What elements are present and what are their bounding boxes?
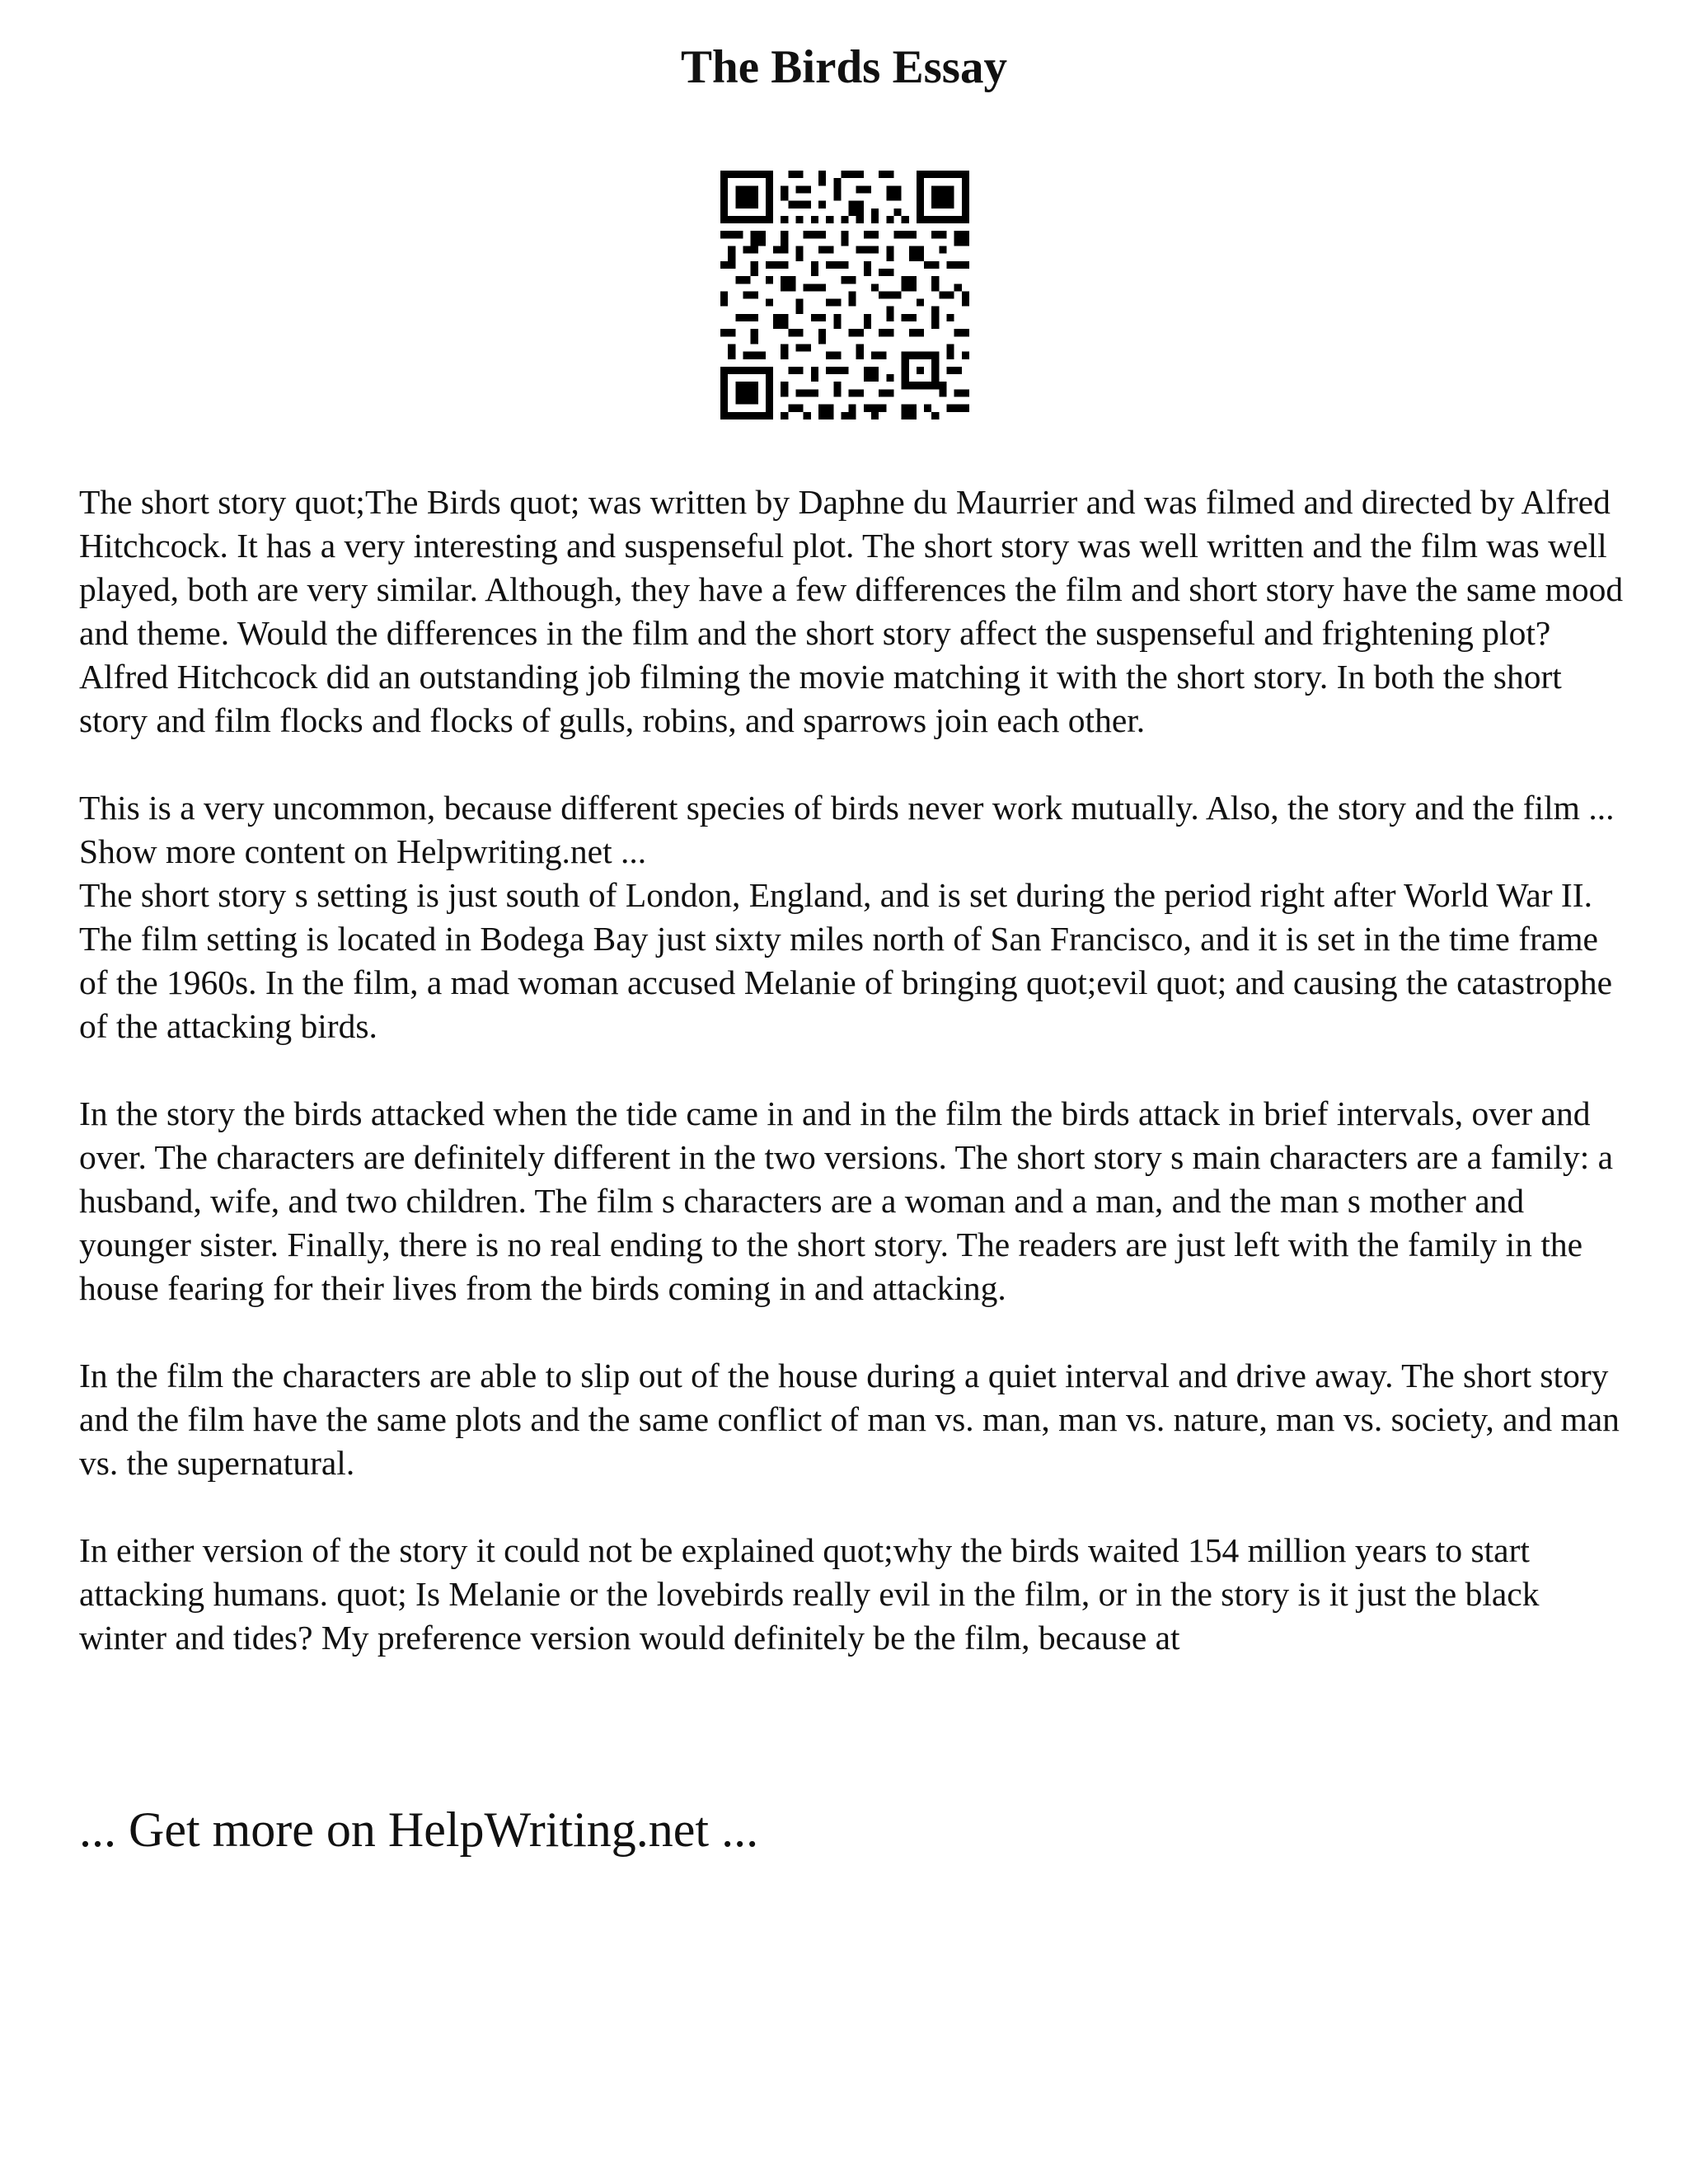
document-title: The Birds Essay bbox=[681, 41, 1007, 93]
paragraph-1: The short story quot;The Birds quot; was written by Daphne du Maurrier and was filmed and directed by Alfred Hitchcock. It has a very interesting and suspenseful plot. The short story was well written and the film was well played, both are very similar. Although, they have a few differences the film and short story have the same mood and theme. Would the differences in the film and the short story affect the suspenseful and frightening plot?Alfred Hitchcock did an outstanding job filming the movie matching it with the short story. In both the short story and film flocks and flocks of gulls, robins, and sparrows join each other. bbox=[79, 483, 1624, 739]
paragraph-2: This is a very uncommon, because different species of birds never work mutually. Also, the story and the film ... Show more content on Helpwriting.net ... bbox=[79, 789, 1615, 870]
paragraph-5: In the film the characters are able to slip out of the house during a quiet interval and drive away. The short story and the film have the same plots and the same conflict of man vs. man, man vs. nature, man vs. society, and man vs. the supernatural. bbox=[79, 1357, 1620, 1482]
get-more-link[interactable]: ... Get more on HelpWriting.net ... bbox=[79, 1802, 759, 1857]
paragraph-3: The short story s setting is just south of London, England, and is set during the period right after World War II. The film setting is located in Bodega Bay just sixty miles north of San Francisco, and it is set in the time frame of the 1960s. In the film, a mad woman accused Melanie of bringing quot;evil quot; and causing the catastrophe of the attacking birds. bbox=[79, 876, 1613, 1045]
essay-body bbox=[79, 480, 1629, 1704]
paragraph-4: In the story the birds attacked when the tide came in and in the film the birds attack in brief intervals, over and over. The characters are definitely different in the two versions. The short story s main characters are a family: a husband, wife, and two children. The film s characters are a woman and a man, and the man s mother and younger sister. Finally, there is no real ending to the short story. The readers are just left with the family in the house fearing for their lives from the birds coming in and attacking. bbox=[79, 1094, 1614, 1307]
paragraph-6: In either version of the story it could not be explained quot;why the birds waited 154 million years to start attacking humans. quot; Is Melanie or the lovebirds really evil in the film, or in the story is it just the black winter and tides? My preference version would definitely be the film, because at bbox=[79, 1531, 1540, 1657]
qr-code-icon bbox=[720, 171, 969, 419]
